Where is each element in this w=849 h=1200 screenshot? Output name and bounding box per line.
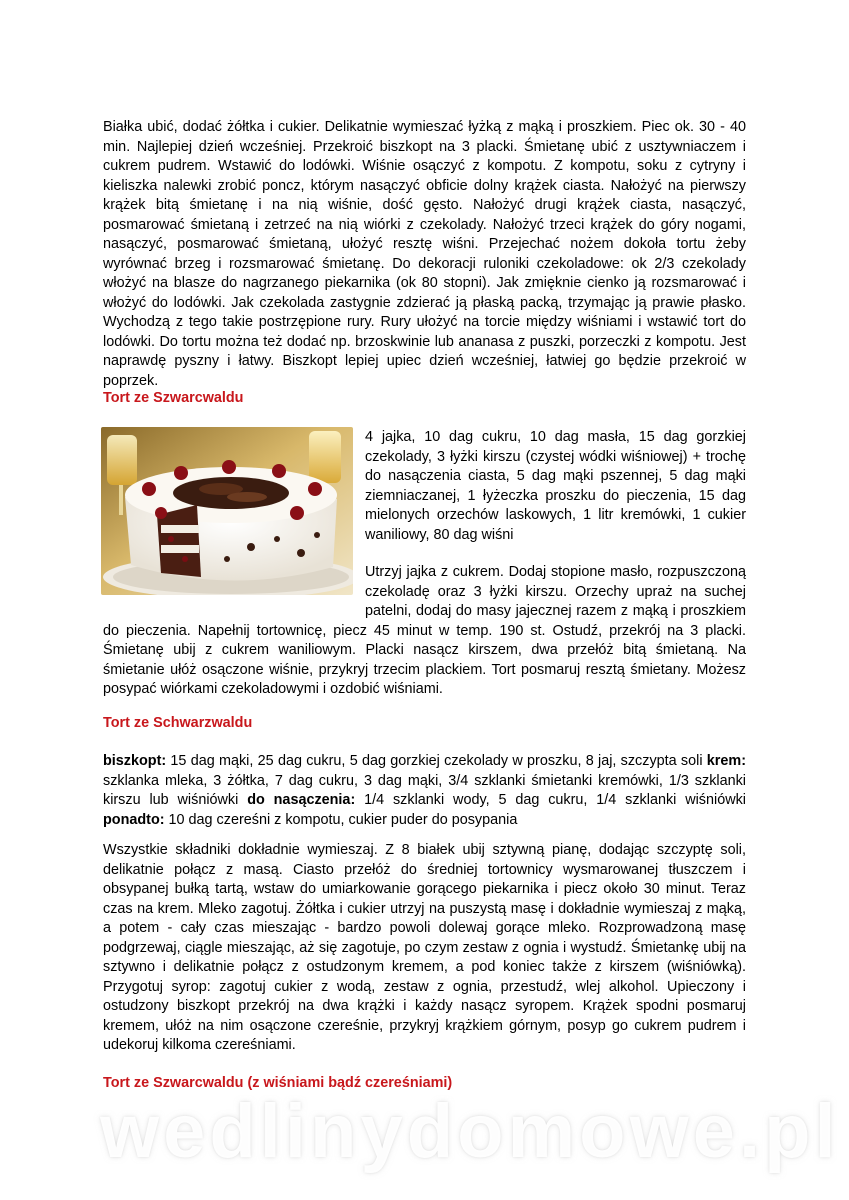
nasaczenie-label: do nasączenia: xyxy=(247,792,356,808)
method-paragraph: Utrzyj jajka z cukrem. Dodaj stopione masło, rozpuszczoną czekoladę oraz 3 łyżki kirszu. Orzechy upraż na suchej patelni, dodaj do masy jajecznej razem z mąką i proszkiem do pieczenia. Napełnij tortownicę, piecz 45 minut w temp. 190 st. Ostudź, przekrój na 3 placki. Śmietanę ubij z cukrem waniliowym. Placki nasącz kirszem, dwa przełóż bitą śmietaną. Na śmietanie ułóż osączone wiśnie, przykryj trzecim plackiem. Tort posmaruj resztą śmietany. Możesz posypać wiórkami czekoladowymi i ozdobić wiśniami. xyxy=(103,564,746,697)
section-title-szwarcwald-cherries: Tort ze Szwarcwaldu (z wiśniami bądź czereśniami) xyxy=(103,1075,453,1091)
biszkopt-text: 15 dag mąki, 25 dag cukru, 5 dag gorzkiej czekolady w proszku, 8 jaj, szczypta soli xyxy=(166,753,707,769)
ponadto-text: 10 dag czereśni z kompotu, cukier puder do posypania xyxy=(164,811,518,828)
ingredients-paragraph: 4 jajka, 10 dag cukru, 10 dag masła, 15 dag gorzkiej czekolady, 3 łyżki kirszu (czystej wódki wiśniowej) + trochę do nasączenia ciasta, 5 dag mąki pszennej, 5 dag mąki ziemniaczanej, 1 łyżeczka proszku do pieczenia, 15 dag mielonych orzechów laskowych, 1 litr kremówki, 1 cukier waniliowy, 80 dag wiśni xyxy=(365,429,746,543)
biszkopt-label: biszkopt: xyxy=(103,753,167,769)
section-title-szwarcwald: Tort ze Szwarcwaldu xyxy=(103,390,244,406)
krem-text: szklanka mleka, 3 żółtka, 7 dag cukru, 3 dag mąki, 3/4 szklanki śmietanki kremówki, 1/3 szklanki kirszu lub wiśniówki xyxy=(103,772,746,808)
ingredients-paragraph-schwarzwald xyxy=(103,752,746,830)
intro-paragraph: Białka ubić, dodać żółtka i cukier. Delikatnie wymieszać łyżką z mąką i proszkiem. Piec ok. 30 - 40 min. Najlepiej dzień wcześniej. Przekroić biszkopt na 3 placki. Śmietanę ubić z usztywniaczem i cukrem pudrem. Wstawić do lodówki. Wiśnie osączyć z kompotu. Z kompotu, soku z cytryny i kieliszka nalewki zrobić poncz, którym nasączyć obficie dolny krążek ciasta. Nałożyć na pierwszy krążek bitą śmietanę i na nią wiśnie, dość gęsto. Nałożyć drugi krążek ciasta, nasączyć, posmarować śmietaną i zetrzeć na nią wiórki z czekolady. Nałożyć trzeci krążek do góry nogami, nasączyć, posmarować śmietaną, ułożyć resztę wiśni. Przejechać nożem dokoła tortu żeby wyrównać brzeg i rozsmarować śmietanę. Do dekoracji ruloniki czekoladowe: ok 2/3 czekolady włożyć na blasze do nagrzanego piekarnika (ok 80 stopni). Jak zmięknie cienko ją rozsmarować i włożyć do lodówki. Jak czekolada zastygnie zdzierać ją płaską packą, trzymając ją prawie płasko. Wychodzą z tego takie postrzępione rury. Rury ułożyć na torcie między wiśniami i wstawić tort do lodówki. Do tortu można też dodać np. brzoskwinie lub ananasa z puszki, porzeczki z kompotu. Jest naprawdę pyszny i łatwy. Biszkopt lepiej upiec dzień wcześniej, łatwiej go będzie przekroić w poprzek. xyxy=(103,119,746,389)
method-paragraph-schwarzwald: Wszystkie składniki dokładnie wymieszaj. Z 8 białek ubij sztywną pianę, dodając szczyptę soli, delikatnie połącz z masą. Ciasto przełóż do średniej tortownicy wysmarowanej tłuszczem i obsypanej bułką tartą, wstaw do umiarkowanie gorącego piekarnika i piecz około 30 minut. Teraz czas na krem. Mleko zagotuj. Żółtka i cukier utrzyj na puszystą masę i dokładnie wymieszaj z mąką, a potem - cały czas mieszając - bardzo powoli dolewaj gorące mleko. Rozprowadzoną masę podgrzewaj, ciągle mieszając, aż się zagotuje, po czym zestaw z ognia i wystudź. Śmietankę ubij na sztywno i delikatnie połącz z ostudzonym kremem, a pod koniec także z kirszem (wiśniówką). Przygotuj syrop: zagotuj cukier z wodą, zestaw z ognia, przestudź, wlej alkohol. Upieczony i ostudzony biszkopt przekrój na dwa krążki i każdy nasącz syropem. Krążek spodni posmaruj kremem, ułóż na nim osączone czereśnie, przykryj krążkiem górnym, posyp go cukrem pudrem i udekoruj kilkoma czereśniami. xyxy=(103,842,746,1053)
section-szwarcwald-body xyxy=(103,428,746,700)
section-title-schwarzwald: Tort ze Schwarzwaldu xyxy=(103,715,253,731)
ponadto-label: ponadto: xyxy=(103,811,165,828)
watermark: wedlinydomowe.pl xyxy=(100,1089,840,1174)
nasaczenie-text: 1/4 szklanki wody, 5 dag cukru, 1/4 szklanki wiśniówki xyxy=(355,792,746,808)
krem-label: krem: xyxy=(706,753,746,769)
